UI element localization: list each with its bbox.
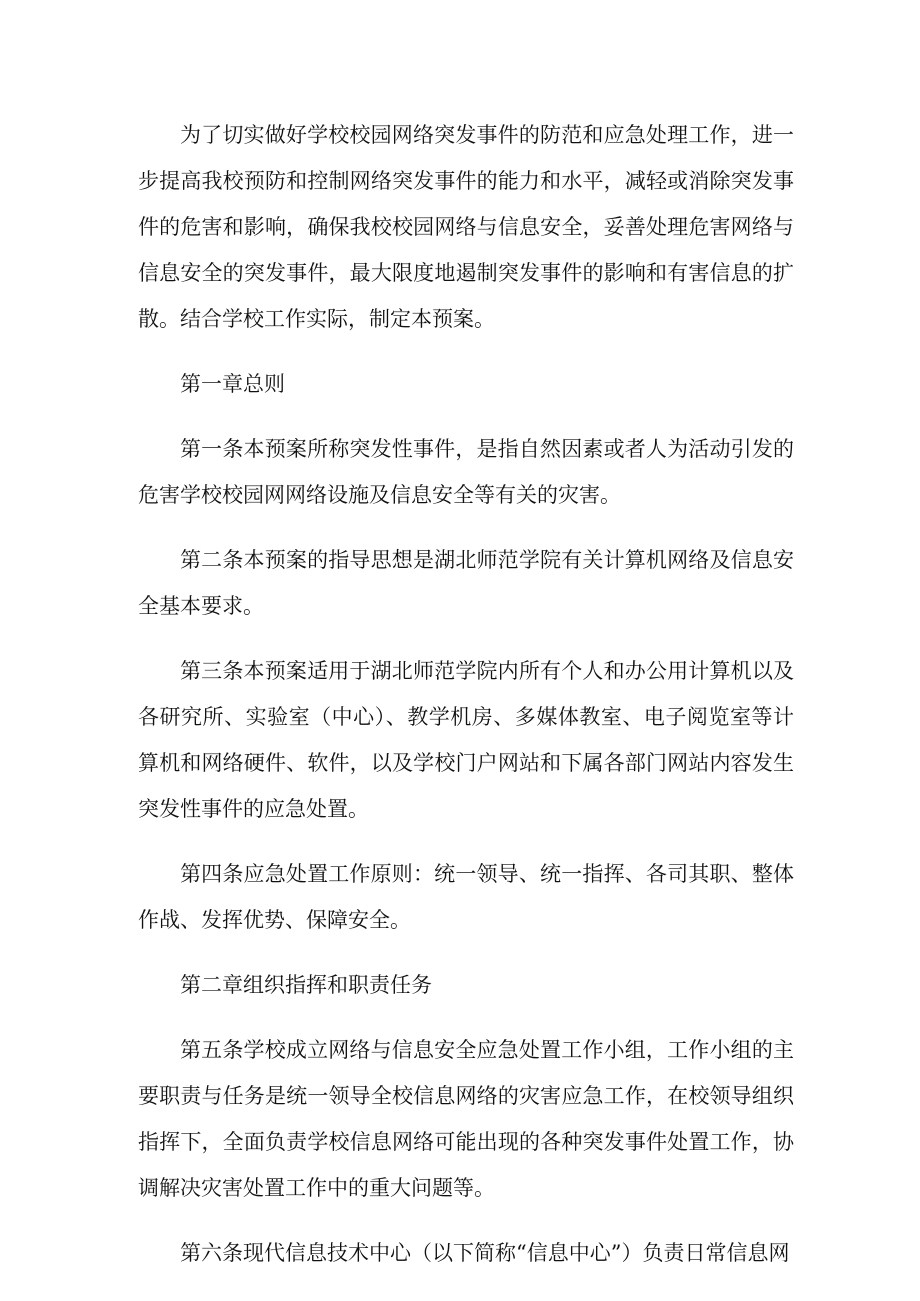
chapter-heading-1: 第一章总则 — [180, 372, 285, 396]
intro-paragraph: 为了切实做好学校校园网络突发事件的防范和应急处理工作，进一步提高我校预防和控制网络突发事件的能力和水平，减轻或消除突发事件的危害和影响，确保我校校园网络与信息安全，妥善处理危害网络与信息安全的突发事件，最大限度地遏制突发事件的影响和有害信息的扩散。结合学校工作实际，制定本预案。 — [138, 123, 794, 331]
article-4-paragraph: 第四条应急处置工作原则：统一领导、统一指挥、各司其职、整体作战、发挥优势、保障安全。 — [138, 862, 794, 932]
article-1-paragraph: 第一条本预案所称突发性事件，是指自然因素或者人为活动引发的危害学校校园网网络设施及信息安全等有关的灾害。 — [138, 437, 794, 507]
chapter-heading-2: 第二章组织指挥和职责任务 — [180, 973, 432, 997]
article-3-paragraph: 第三条本预案适用于湖北师范学院内所有个人和办公用计算机以及各研究所、实验室（中心）、教学机房、多媒体教室、电子阅览室等计算机和网络硬件、软件，以及学校门户网站和下属各部门网站内容发生突发性事件的应急处置。 — [138, 659, 794, 821]
article-2-paragraph: 第二条本预案的指导思想是湖北师范学院有关计算机网络及信息安全基本要求。 — [138, 548, 794, 618]
article-5-paragraph: 第五条学校成立网络与信息安全应急处置工作小组，工作小组的主要职责与任务是统一领导全校信息网络的灾害应急工作，在校领导组织指挥下，全面负责学校信息网络可能出现的各种突发事件处置工作，协调解决灾害处置工作中的重大问题等。 — [138, 1038, 794, 1200]
document-body — [138, 112, 794, 1295]
article-6-paragraph: 第六条现代信息技术中心（以下简称“信息中心”）负责日常信息网 — [180, 1241, 790, 1265]
